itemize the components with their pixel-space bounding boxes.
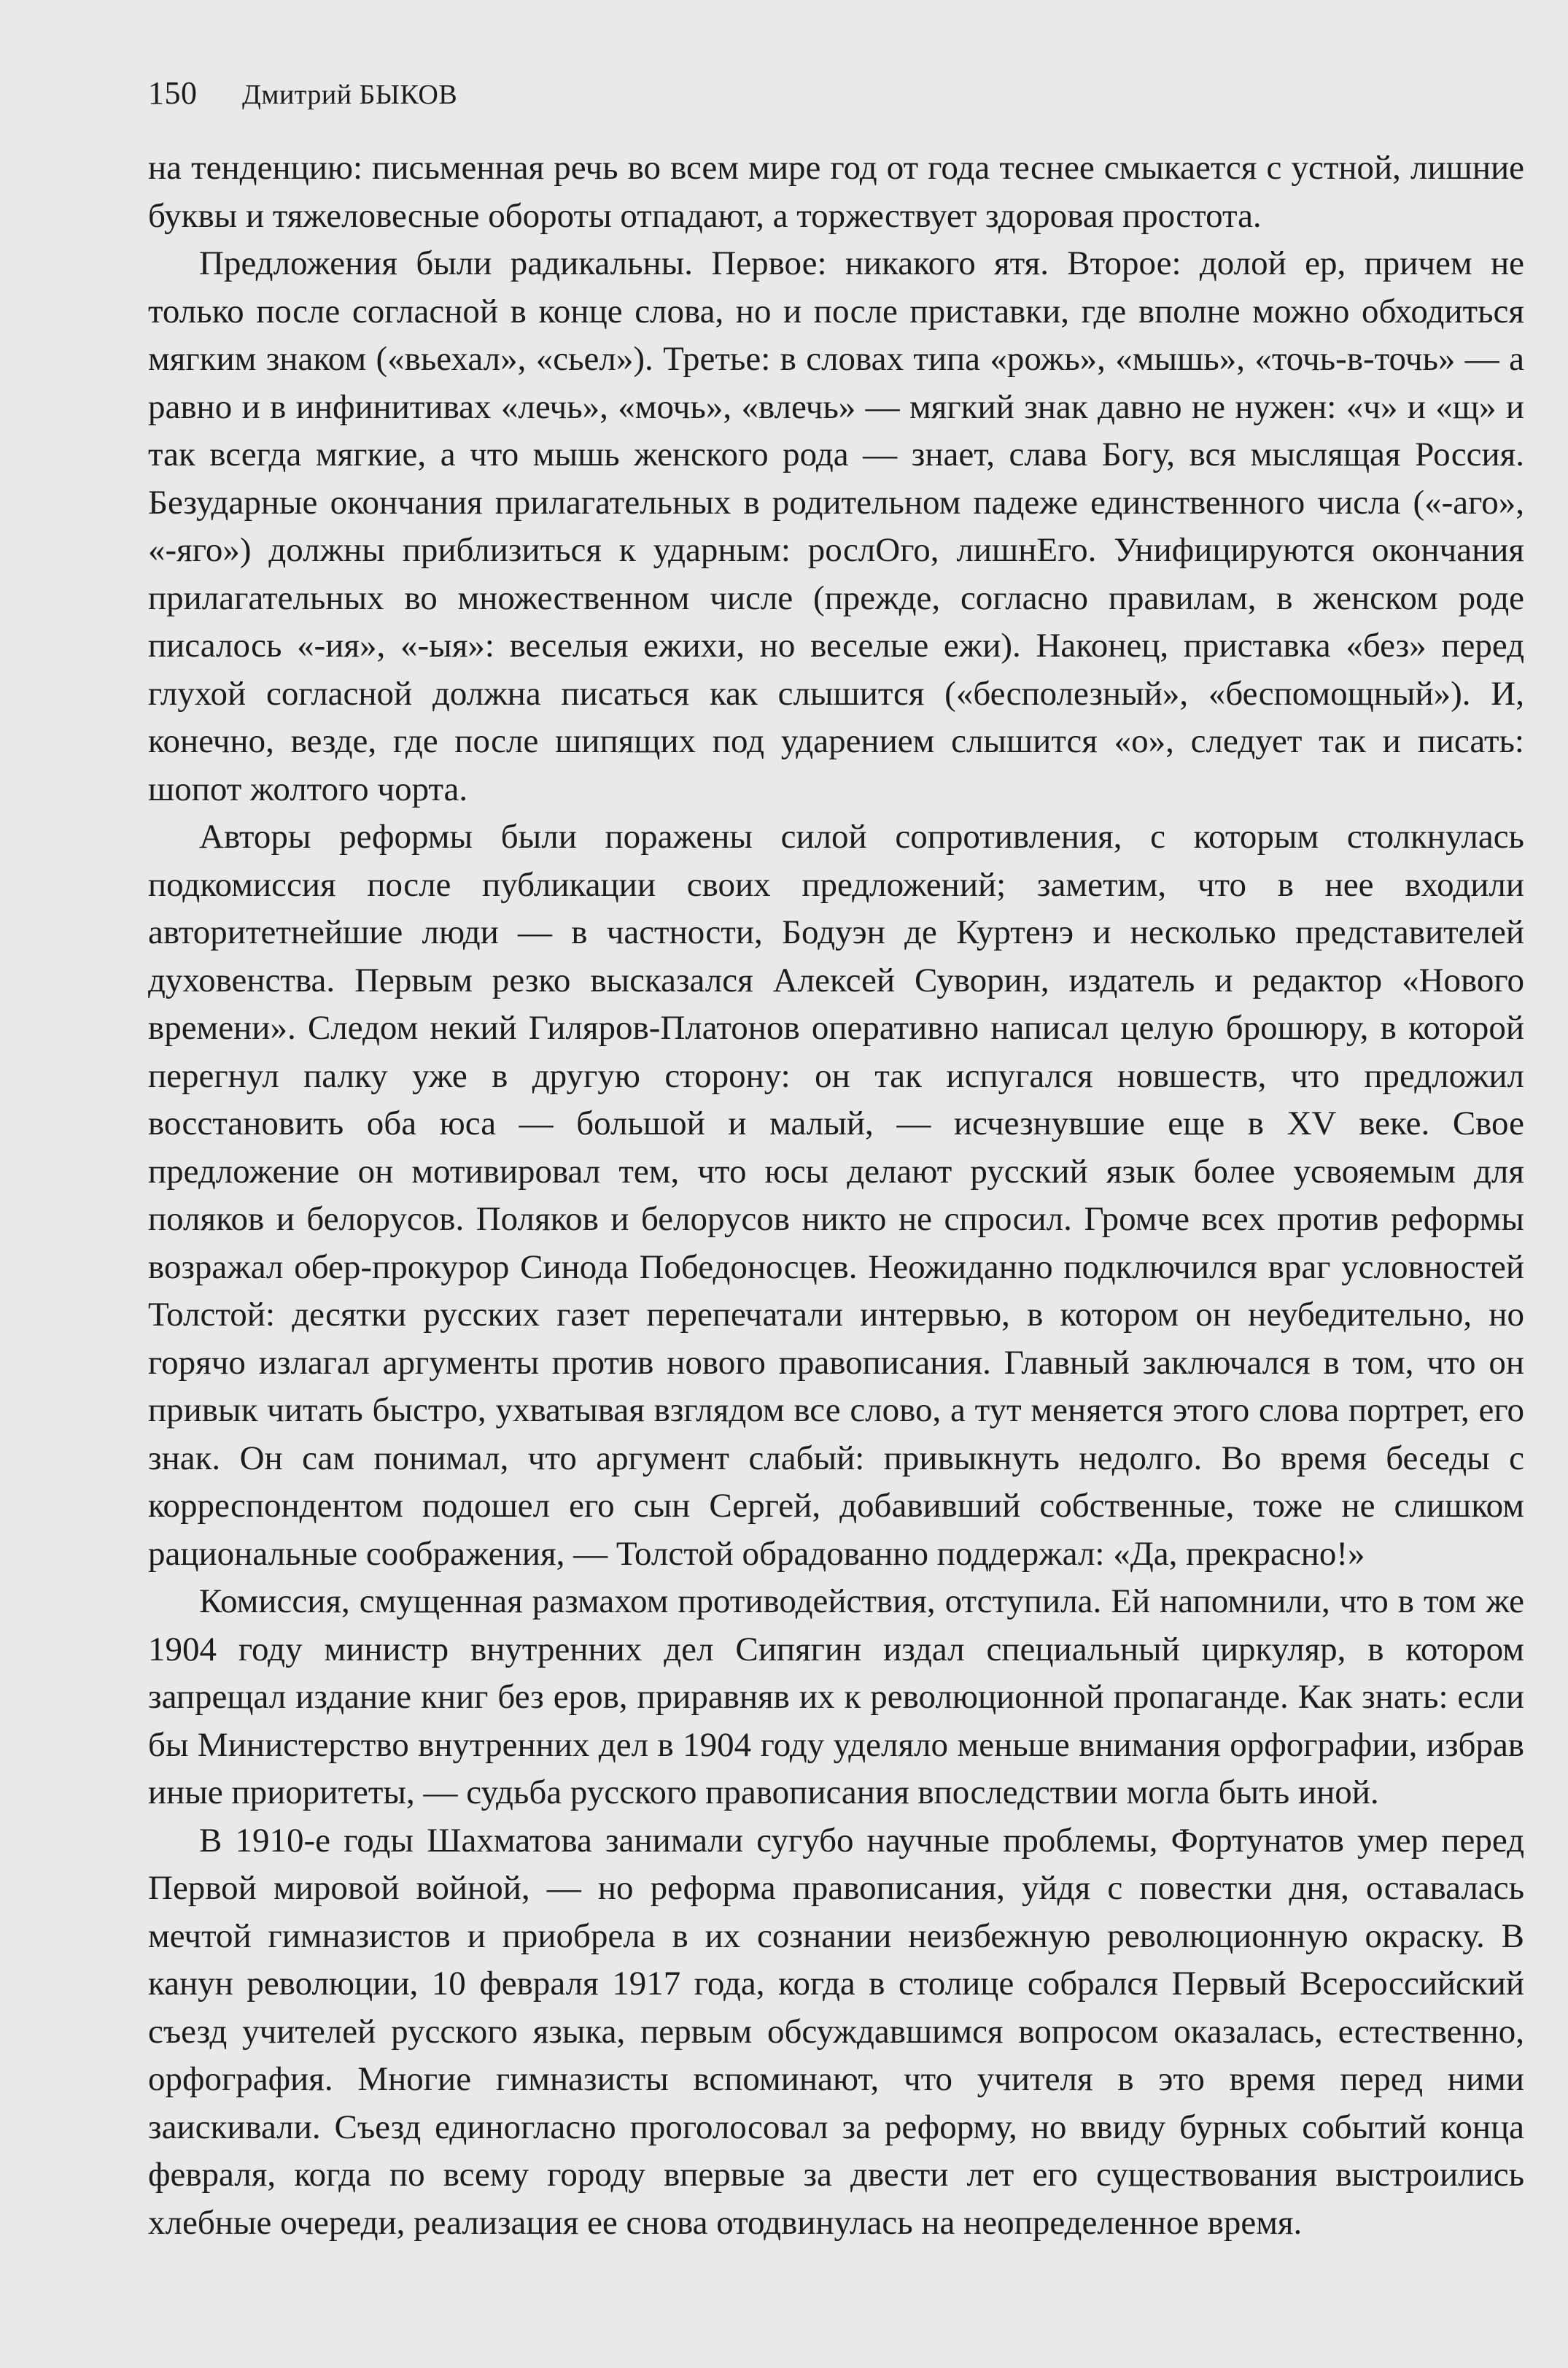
page-number: 150 [148, 75, 198, 111]
paragraph: Предложения были радикальны. Первое: никакого ятя. Второе: долой ер, причем не только после согласной в конце слова, но и после приставки, где вполне можно обходиться мягким знаком («вьехал», «сьел»). Третье: в словах типа «рожь», «мышь», «точь-в-точь» — а равно и в инфинитивах «лечь», «мочь», «влечь» — мягкий знак давно не нужен: «ч» и «щ» и так всегда мягкие, а что мышь женского рода — знает, слава Богу, вся мыслящая Россия. Безударные окончания прилагательных в родительном падеже единственного числа («-аго», «-яго») должны приблизиться к ударным: рослОго, лишнЕго. Унифицируются окончания прилагательных во множественном числе (прежде, согласно правилам, в женском роде писалось «-ия», «-ыя»: веселыя ежихи, но веселые ежи). Наконец, приставка «без» перед глухой согласной должна писаться как слышится («бесполезный», «беспомощный»). И, конечно, везде, где после шипящих под ударением слышится «о», следует так и писать: шопот жолтого чорта. [148, 244, 1524, 808]
body-text [148, 144, 1524, 2247]
running-header-author: Дмитрий БЫКОВ [242, 80, 458, 110]
paragraph: на тенденцию: письменная речь во всем мире год от года теснее смыкается с устной, лишние буквы и тяжеловесные обороты отпадают, а торжествует здоровая простота. [148, 149, 1524, 235]
paragraph: Комиссия, смущенная размахом противодействия, отступила. Ей напомнили, что в том же 1904 году министр внутренних дел Сипягин издал специальный циркуляр, в котором запрещал издание книг без еров, приравняв их к революционной пропаганде. Как знать: если бы Министерство внутренних дел в 1904 году уделяло меньше внимания орфографии, избрав иные приоритеты, — судьба русского правописания впоследствии могла быть иной. [148, 1582, 1524, 1811]
running-header [148, 73, 457, 115]
paragraph: Авторы реформы были поражены силой сопротивления, с которым столкнулась подкомиссия после публикации своих предложений; заметим, что в нее входили авторитетнейшие люди — в частности, Бодуэн де Куртенэ и несколько представителей духовенства. Первым резко высказался Алексей Суворин, издатель и редактор «Нового времени». Следом некий Гиляров-Платонов оперативно написал целую брошюру, в которой перегнул палку уже в другую сторону: он так испугался новшеств, что предложил восстановить оба юса — большой и малый, — исчезнувшие еще в XV веке. Свое предложение он мотивировал тем, что юсы делают русский язык более усвояемым для поляков и белорусов. Поляков и белорусов никто не спросил. Громче всех против реформы возражал обер-прокурор Синода Победоносцев. Неожиданно подключился враг условностей Толстой: десятки русских газет перепечатали интервью, в котором он неубедительно, но горячо излагал аргументы против нового правописания. Главный заключался в том, что он привык читать быстро, ухватывая взглядом все слово, а тут меняется этого слова портрет, его знак. Он сам понимал, что аргумент слабый: привыкнуть недолго. Во время беседы с корреспондентом подошел его сын Сергей, добавивший собственные, тоже не слишком рациональные соображения, — Толстой обрадованно поддержал: «Да, прекрасно!» [148, 818, 1524, 1573]
paragraph: В 1910-е годы Шахматова занимали сугубо научные проблемы, Фортунатов умер перед Первой мировой войной, — но реформа правописания, уйдя с повестки дня, оставалась мечтой гимназистов и приобрела в их сознании неизбежную революционную окраску. В канун революции, 10 февраля 1917 года, когда в столице собрался Первый Всероссийский съезд учителей русского языка, первым обсуждавшимся вопросом оказалась, естественно, орфография. Многие гимназисты вспоминают, что учителя в это время перед ними заискивали. Съезд единогласно проголосовал за реформу, но ввиду бурных событий конца февраля, когда по всему городу впервые за двести лет его существования выстроились хлебные очереди, реализация ее снова отодвинулась на неопределенное время. [148, 1821, 1524, 2242]
